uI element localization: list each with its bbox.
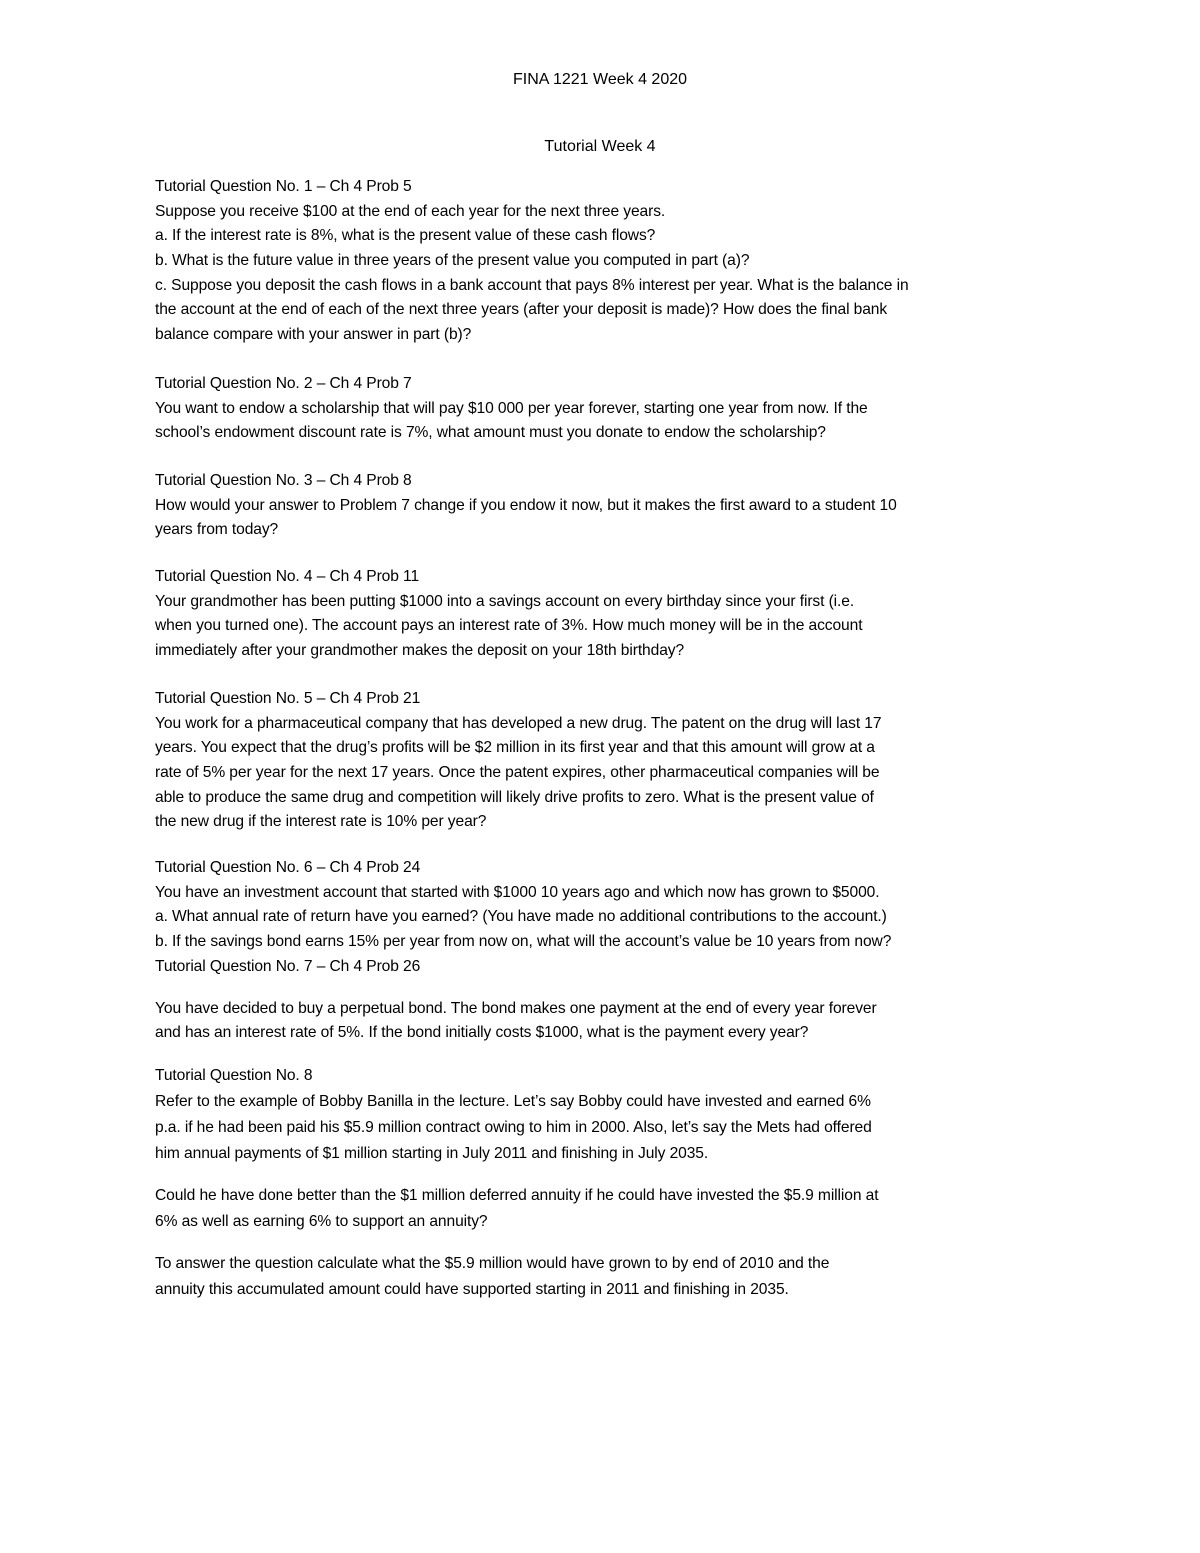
question-text-line: immediately after your grandmother makes the deposit on your 18th birthday?	[155, 642, 685, 660]
question-heading: Tutorial Question No. 6 – Ch 4 Prob 24	[155, 859, 421, 876]
question-text-line: school’s endowment discount rate is 7%, what amount must you donate to endow the scholarship?	[155, 424, 826, 442]
question-3	[155, 469, 897, 543]
question-text-line: Your grandmother has been putting $1000 into a savings account on every birthday since your first (i.e.	[155, 592, 855, 610]
question-heading: Tutorial Question No. 5 – Ch 4 Prob 21	[155, 690, 421, 707]
question-heading: Tutorial Question No. 2 – Ch 4 Prob 7	[155, 375, 412, 392]
question-5	[155, 687, 881, 835]
question-text-line: balance compare with your answer in part (b)?	[155, 326, 472, 344]
question-text-line: able to produce the same drug and competition will likely drive profits to zero. What is the present value of	[155, 788, 874, 806]
question-heading: Tutorial Question No. 8	[155, 1067, 313, 1084]
question-8	[155, 1063, 878, 1303]
question-text-line: c. Suppose you deposit the cash flows in a bank account that pays 8% interest per year. What is the balance in	[155, 276, 909, 294]
question-text-line: annuity this accumulated amount could have supported starting in 2011 and finishing in 2035.	[155, 1281, 789, 1298]
question-4	[155, 565, 862, 664]
question-text-line: a. If the interest rate is 8%, what is the present value of these cash flows?	[155, 227, 656, 245]
question-text-line: years. You expect that the drug’s profits will be $2 million in its first year and that this amount will grow at a	[155, 739, 875, 757]
question-heading: Tutorial Question No. 4 – Ch 4 Prob 11	[155, 568, 420, 585]
question-text-line: years from today?	[155, 521, 279, 539]
question-6	[155, 856, 891, 955]
question-text-line: How would your answer to Problem 7 change if you endow it now, but it makes the first award to a student 10	[155, 496, 897, 514]
question-text-line: b. If the savings bond earns 15% per year from now on, what will the account’s value be 10 years from now?	[155, 933, 892, 951]
question-7	[155, 955, 877, 1046]
question-1	[155, 175, 909, 348]
question-text-line: 6% as well as earning 6% to support an annuity?	[155, 1213, 488, 1230]
question-text-line: You have an investment account that started with $1000 10 years ago and which now has grown to $5000.	[155, 883, 880, 901]
question-heading: Tutorial Question No. 1 – Ch 4 Prob 5	[155, 178, 412, 195]
question-heading: Tutorial Question No. 7 – Ch 4 Prob 26	[155, 958, 421, 975]
question-text-line: the account at the end of each of the next three years (after your deposit is made)? How does the final bank	[155, 301, 888, 319]
question-text-line: the new drug if the interest rate is 10% per year?	[155, 813, 487, 831]
question-text-line: a. What annual rate of return have you earned? (You have made no additional contributions to the account.)	[155, 908, 887, 926]
question-text-line: when you turned one). The account pays an interest rate of 3%. How much money will be in the account	[155, 617, 863, 635]
document-subtitle: Tutorial Week 4	[544, 138, 656, 155]
question-text-line: You work for a pharmaceutical company that has developed a new drug. The patent on the drug will last 17	[155, 714, 882, 732]
document-title: FINA 1221 Week 4 2020	[512, 71, 688, 88]
question-text-line: rate of 5% per year for the next 17 years. Once the patent expires, other pharmaceutical companies will be	[155, 764, 880, 782]
question-text-line: Could he have done better than the $1 million deferred annuity if he could have invested the $5.9 million at	[155, 1187, 879, 1204]
question-2	[155, 372, 868, 446]
question-text-line: You want to endow a scholarship that will pay $10 000 per year forever, starting one year from now. If the	[155, 399, 868, 417]
question-text-line: p.a. if he had been paid his $5.9 million contract owing to him in 2000. Also, let’s say the Mets had offered	[155, 1119, 872, 1136]
question-text-line: b. What is the future value in three years of the present value you computed in part (a)?	[155, 252, 750, 270]
question-text-line: To answer the question calculate what the $5.9 million would have grown to by end of 2010 and the	[155, 1255, 830, 1272]
question-text-line: and has an interest rate of 5%. If the bond initially costs $1000, what is the payment every year?	[155, 1024, 809, 1042]
question-text-line: You have decided to buy a perpetual bond. The bond makes one payment at the end of every year forever	[155, 999, 877, 1017]
question-text-line: Refer to the example of Bobby Banilla in the lecture. Let’s say Bobby could have invested and earned 6%	[155, 1093, 871, 1110]
question-heading: Tutorial Question No. 3 – Ch 4 Prob 8	[155, 472, 412, 489]
question-text-line: Suppose you receive $100 at the end of each year for the next three years.	[155, 202, 666, 220]
question-text-line: him annual payments of $1 million starting in July 2011 and finishing in July 2035.	[155, 1145, 709, 1162]
